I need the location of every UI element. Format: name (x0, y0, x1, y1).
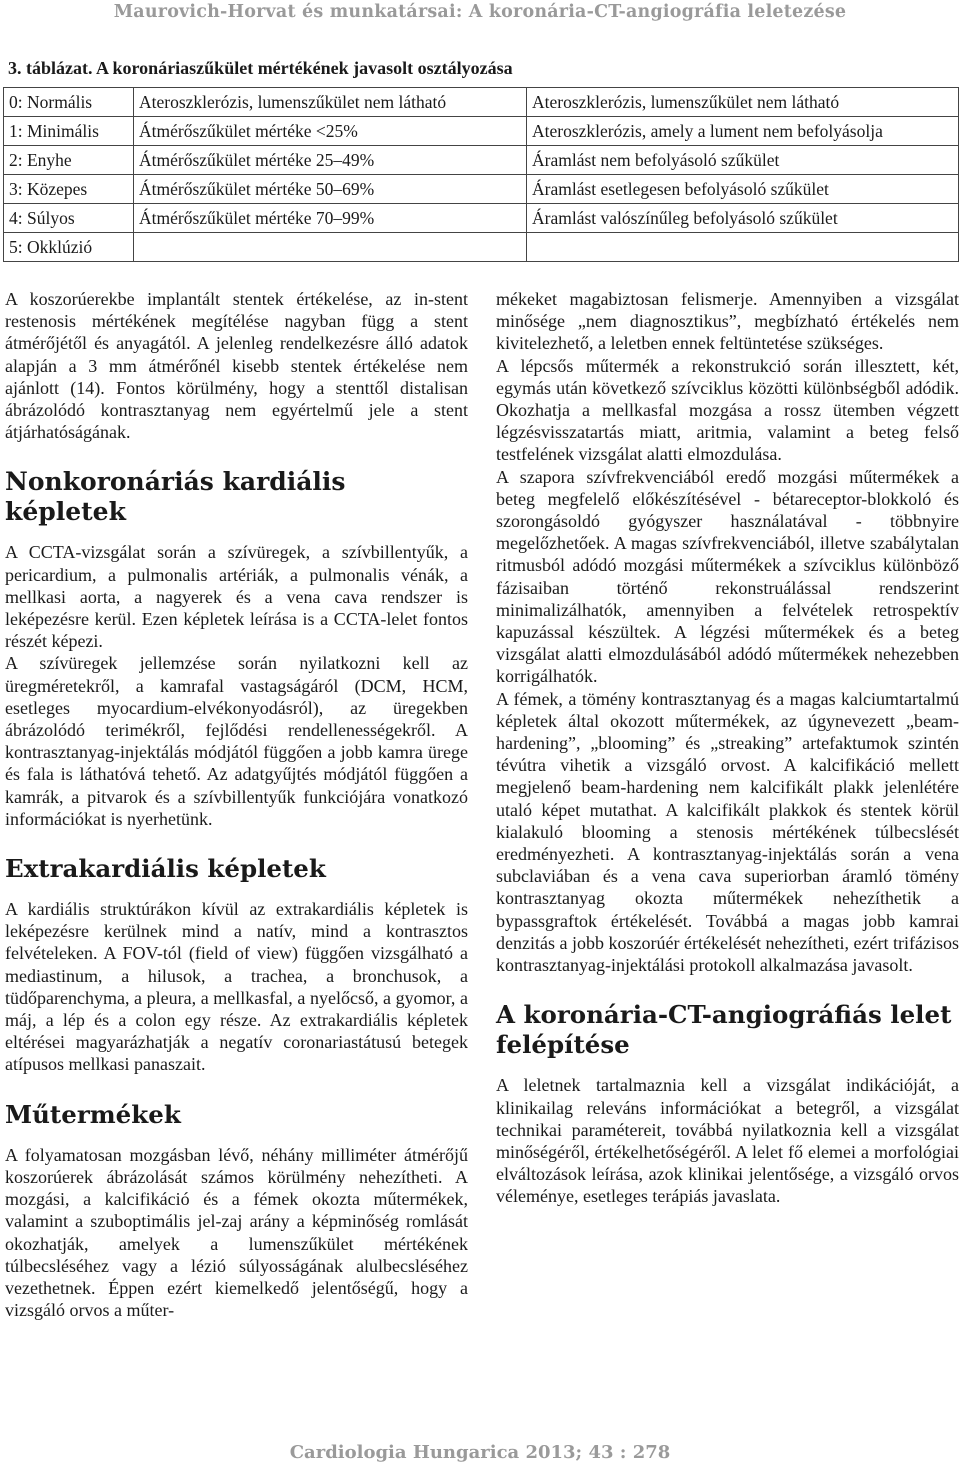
table-row (4, 204, 959, 233)
table-cell: Ateroszklerózis, lumenszűkület nem látható (134, 88, 527, 117)
table-cell: Áramlást nem befolyásoló szűkület (527, 146, 959, 175)
paragraph-artifact-recognition: mékeket magabiztosan felismerje. Amennyiben a vizsgálat minősége „nem diagnosztikus”, megbízható értékelés nem kivitelezhető, a leletben ennek feltüntetése szükséges. (496, 289, 959, 354)
table-cell: 4: Súlyos (4, 204, 134, 233)
table-cell: Áramlást esetlegesen befolyásoló szűkület (527, 175, 959, 204)
heading-extracardiac: Extrakardiális képletek (5, 854, 326, 884)
table-cell: Ateroszklerózis, amely a lument nem befolyásolja (527, 117, 959, 146)
table-cell: Ateroszklerózis, lumenszűkület nem látható (527, 88, 959, 117)
table-cell: 5: Okklúzió (4, 233, 134, 262)
paragraph-cardiac-chambers: A szívüregek jellemzése során nyilatkozni kell az üregméretekről, a kamrafal vastagságáról (DCM, HCM, esetleges myocardium-elvékonyodásról), az üregekben ábrázolódó terimékről, fejlődési rendellenességekről. A kontrasztanyag-injektálás módjától függően a jobb kamra ürege és fala is láthatóvá tehető. Az adatgyűjtés módjától függően a kamrák, a pitvarok és a szívbillentyűk funkciójára vonatkozó információkat is nyerhetünk. (5, 653, 468, 829)
table-cell: Átmérőszűkület mértéke <25% (134, 117, 527, 146)
table-cell: Átmérőszűkület mértéke 70–99% (134, 204, 527, 233)
table-row (4, 88, 959, 117)
table-cell (527, 233, 959, 262)
table-cell: 0: Normális (4, 88, 134, 117)
heading-noncoronary: Nonkoronáriás kardiális képletek (5, 467, 346, 527)
paragraph-motion-artifact: A szapora szívfrekvenciából eredő mozgási műtermékek a beteg megfelelő előkészítésével - bétareceptor-blokkoló és szorongásoldó gyógyszer használatával - többnyire megelőzhetőek. A magas szívfrekvenciából, illetve szabálytalan ritmusból adódó mozgási műtermékek a szívciklus különböző fázisaiban történő rekonstruálással rendszerint minimalizálhatók, amennyiben a felvételek retrospektív kapuzással készültek. A légzési műtermékek és a beteg vizsgálat alatti elmozdulásából adódó műtermékek nehezebben korrigálhatók. (496, 466, 959, 687)
table-cell: Átmérőszűkület mértéke 25–49% (134, 146, 527, 175)
paragraph-step-artifact: A lépcsős műtermék a rekonstrukció során illesztett, két, egymás után következő szívciklus közötti különbségből adódik. Okozhatja a mellkasfal mozgása a rossz ütemben végzett légzésvisszatartás miatt, aritmia, valamint a beteg felső testfelének vizsgálat alatti elmozdulása. (496, 355, 959, 465)
right-column (496, 288, 959, 1208)
table-row (4, 175, 959, 204)
paragraph-metal-artifact: A fémek, a tömény kontrasztanyag és a magas kalciumtartalmú képletek által okozott műtermékek, az úgynevezett „beam-hardening”, „blooming” és „streaking” artefaktumok szintén tévútra vihetik a vizsgáló orvost. A kalcifikáció mellett megjelenő beam-hardening nem kalcifikált plakk jelenlétére utaló képet mutathat. A kalcifikált plakkok és stentek körül kialakuló blooming a stenosis mértékének túlbecslését eredményezheti. A kontrasztanyag-injektálás során a vena subclaviában és a vena cava superiorban áramló tömény kontrasztanyag okozta műtermékek nehezíthetik a bypassgraftok értékelését. Továbbá a magas jobb kamrai denzitás a jobb koszorúér értékelését nehezítheti, ezért trifázisos kontrasztanyag-injektálási protokoll alkalmazása javasolt. (496, 688, 959, 976)
left-column (5, 288, 468, 1321)
paragraph-noncoronary-intro: A CCTA-vizsgálat során a szívüregek, a szívbillentyűk, a pericardium, a pulmonalis artériák, a pulmonalis vénák, a mellkasi aorta, a nagyerek és a vena cava rendszer is leképezésre kerül. Ezen képletek leírása is a CCTA-lelet fontos részét képezi. (5, 542, 468, 652)
table-cell: 1: Minimális (4, 117, 134, 146)
journal-footer: Cardiologia Hungarica 2013; 43 : 278 (289, 1442, 671, 1463)
heading-report-structure: A koronária-CT-angiográfiás lelet felépítése (496, 1000, 952, 1060)
running-header: Maurovich-Horvat és munkatársai: A koronária-CT-angiográfia leletezése (113, 2, 847, 22)
table-cell: 3: Közepes (4, 175, 134, 204)
table-row (4, 146, 959, 175)
table-cell (134, 233, 527, 262)
table-cell: Áramlást valószínűleg befolyásoló szűkület (527, 204, 959, 233)
paragraph-artifacts: A folyamatosan mozgásban lévő, néhány milliméter átmérőjű koszorúerek ábrázolását számos körülmény nehezítheti. A mozgási, a kalcifikáció és a fémek okozta műtermékek, valamint a szuboptimális jel-zaj arány a képminőség romlását okozhatják, amelyek a lumenszűkület mértékének túlbecsléséhez vagy a lézió súlyosságának alulbecsléséhez vezethetnek. Éppen ezért kiemelkedő jelentőségű, hogy a vizsgáló orvos a műter- (5, 1144, 468, 1321)
table-cell: 2: Enyhe (4, 146, 134, 175)
paragraph-stent-evaluation: A koszorúerekbe implantált stentek értékelése, az in-stent restenosis mértékének megítélése nagyban függ a stent átmérőjétől és anyagától. A jelenleg rendelkezésre álló adatok alapján a 3 mm átmérőnél kisebb stentek értékelése nem ajánlott (14). Fontos körülmény, hogy a stenttől distalisan ábrázolódó kontrasztanyag nem egyértelmű jele a stent átjárhatóságának. (5, 289, 468, 443)
heading-artifacts: Műtermékek (5, 1099, 181, 1129)
paragraph-report-structure: A leletnek tartalmaznia kell a vizsgálat indikációját, a klinikailag releváns információkat a betegről, a vizsgálat technikai paramétereit, továbbá nyilatkoznia kell a vizsgálat minőségéről, értékelhetőségéről. A lelet fő elemei a morfológiai elváltozások leírása, azok klinikai jelentősége, a vizsgáló orvos véleménye, esetleges terápiás javaslata. (496, 1075, 959, 1207)
table-cell: Átmérőszűkület mértéke 50–69% (134, 175, 527, 204)
table-row (4, 233, 959, 262)
table-caption: 3. táblázat. A koronáriaszűkület mértékének javasolt osztályozása (8, 58, 513, 78)
paragraph-extracardiac: A kardiális struktúrákon kívül az extrakardiális képletek is leképezésre kerülnek mind a natív, mind a kontrasztos felvételeken. A FOV-tól (field of view) függően vizsgálható a mediastinum, a hilusok, a trachea, a bronchusok, a tüdőparenchyma, a pleura, a mellkasfal, a nyelőcső, a gyomor, a máj, a lép és a colon egy része. Az extrakardiális képletek eltérései magyarázhatják a negatív coronariastátusú betegek atípusos mellkasi panaszait. (5, 899, 468, 1075)
stenosis-grading-table (3, 87, 959, 262)
table-row (4, 117, 959, 146)
